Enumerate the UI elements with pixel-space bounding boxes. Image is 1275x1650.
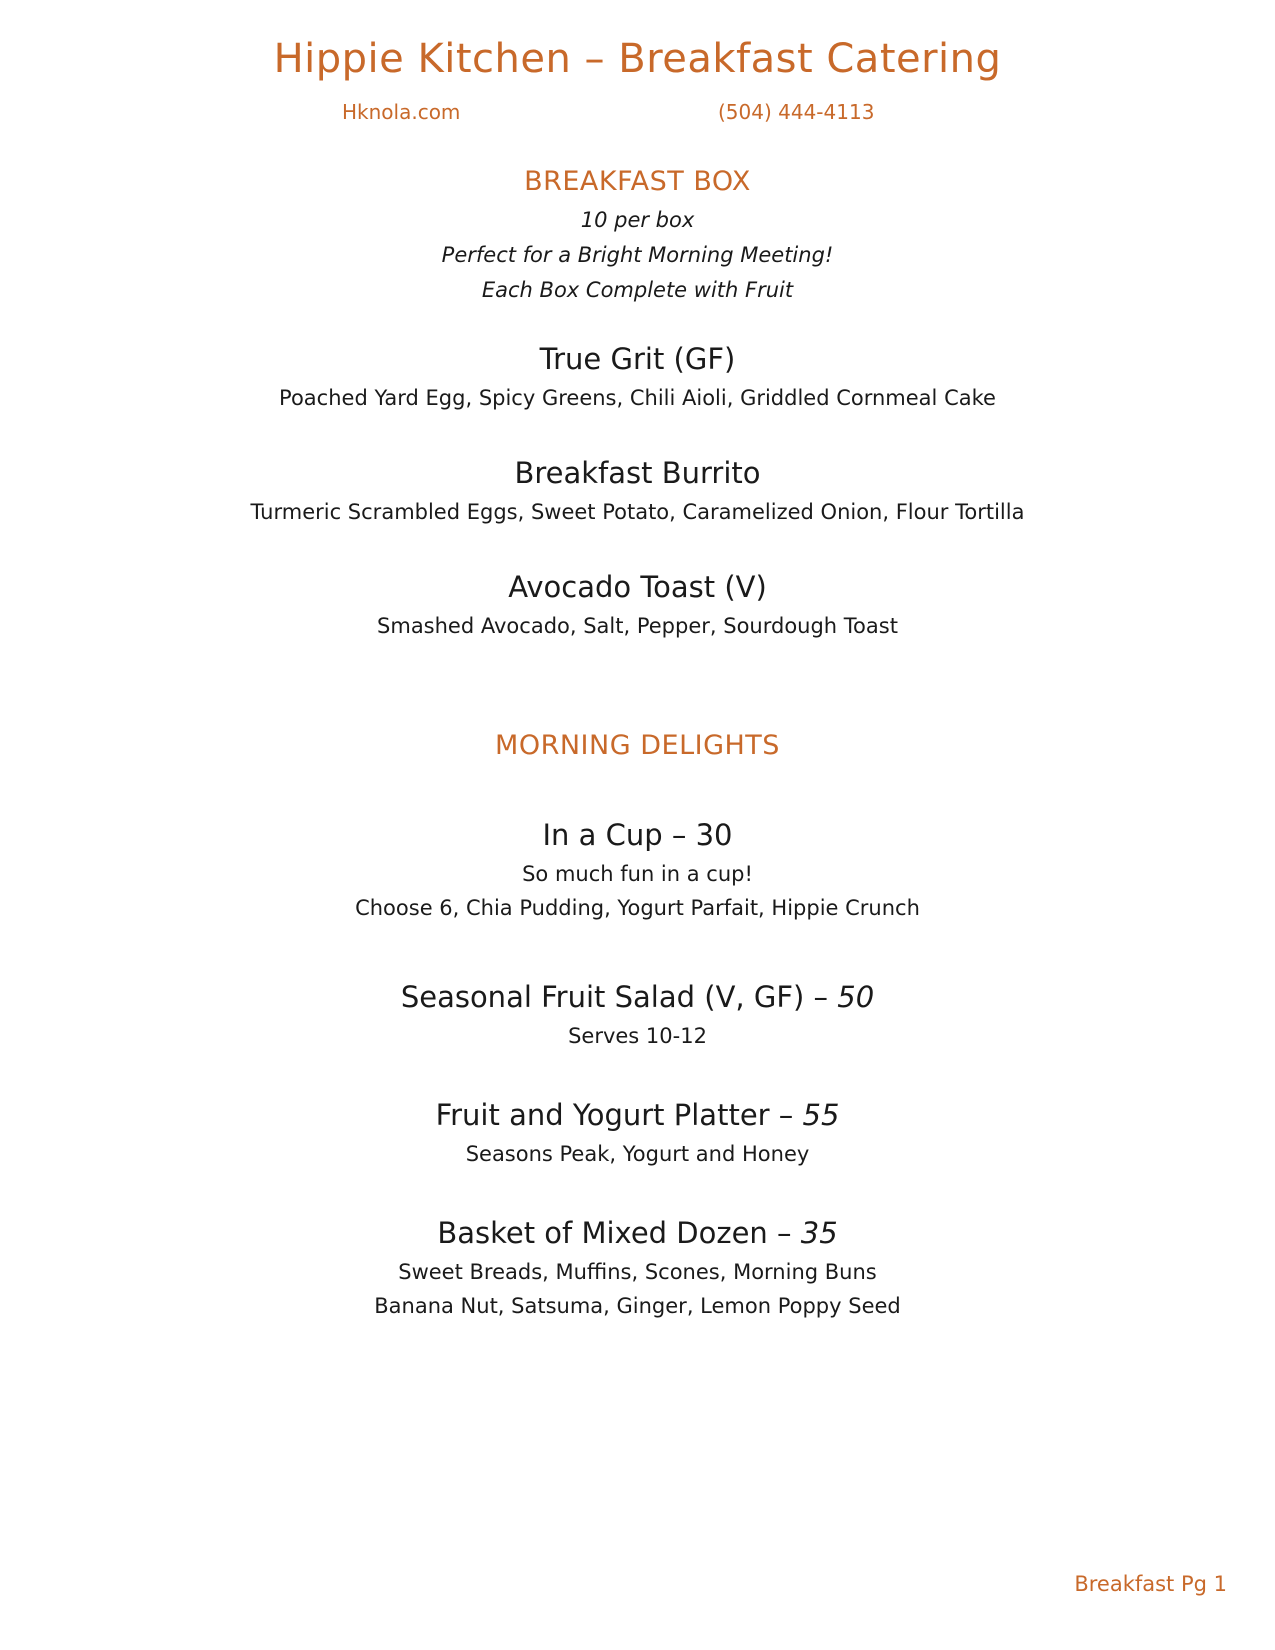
menu-item-title: Basket of Mixed Dozen – xyxy=(437,1216,792,1250)
menu-item-title: Seasonal Fruit Salad (V, GF) – xyxy=(400,980,829,1014)
menu-item-price: 50 xyxy=(837,980,875,1014)
menu-item-price: 55 xyxy=(802,1098,840,1132)
page-number-label: Breakfast Pg 1 xyxy=(1074,1572,1227,1596)
menu-item-name: Breakfast Burrito xyxy=(514,456,761,490)
menu-item-name: In a Cup – 30 xyxy=(542,818,733,852)
menu-item-description: Seasons Peak, Yogurt and Honey xyxy=(465,1142,810,1166)
website-link[interactable]: Hknola.com xyxy=(342,100,461,124)
menu-item-description: Banana Nut, Satsuma, Ginger, Lemon Poppy Seed xyxy=(374,1294,901,1318)
menu-item-name xyxy=(0,1216,1275,1250)
menu-item-title: Fruit and Yogurt Platter – xyxy=(435,1098,794,1132)
breakfast-box-note: Perfect for a Bright Morning Meeting! xyxy=(441,243,834,267)
menu-item-description: Choose 6, Chia Pudding, Yogurt Parfait, Hippie Crunch xyxy=(355,896,920,920)
menu-item-description: Turmeric Scrambled Eggs, Sweet Potato, Caramelized Onion, Flour Tortilla xyxy=(250,500,1025,524)
menu-item-description: Sweet Breads, Muffins, Scones, Morning Buns xyxy=(398,1260,877,1284)
menu-item-description: Serves 10-12 xyxy=(568,1024,707,1048)
page-title: Hippie Kitchen – Breakfast Catering xyxy=(273,36,1002,82)
menu-item-description: Smashed Avocado, Salt, Pepper, Sourdough Toast xyxy=(377,614,898,638)
menu-item-description: So much fun in a cup! xyxy=(522,862,753,886)
phone-number[interactable]: (504) 444-4113 xyxy=(718,100,875,124)
menu-item-name: Avocado Toast (V) xyxy=(508,570,767,604)
breakfast-box-note: Each Box Complete with Fruit xyxy=(481,278,794,302)
breakfast-box-note: 10 per box xyxy=(580,208,695,232)
breakfast-box-heading: BREAKFAST BOX xyxy=(524,166,751,197)
menu-item-name xyxy=(0,980,1275,1014)
menu-item-name xyxy=(0,1098,1275,1132)
menu-item-name: True Grit (GF) xyxy=(539,342,736,376)
menu-item-description: Poached Yard Egg, Spicy Greens, Chili Aioli, Griddled Cornmeal Cake xyxy=(279,386,996,410)
menu-item-price: 35 xyxy=(800,1216,838,1250)
morning-delights-heading: MORNING DELIGHTS xyxy=(495,730,780,761)
